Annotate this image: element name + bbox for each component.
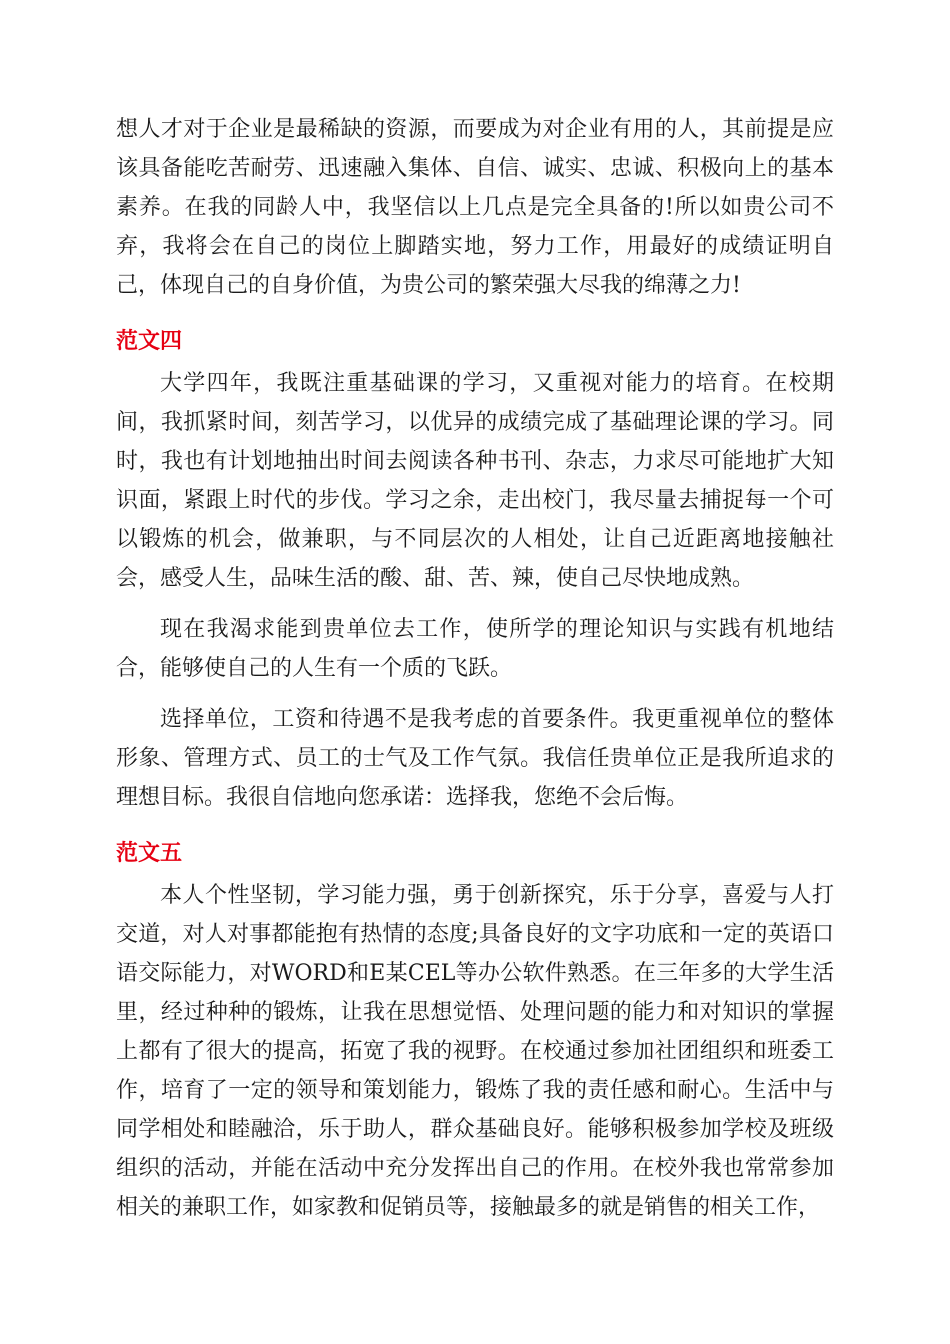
section-heading-four: 范文四 [116, 329, 183, 354]
section-four-paragraph-1: 大学四年，我既注重基础课的学习，又重视对能力的培育。在校期间，我抓紧时间，刻苦学习，以优异的成绩完成了基础理论课的学习。同时，我也有计划地抽出时间去阅读各种书刊、杂志，力求尽可能地扩大知识面，紧跟上时代的步伐。学习之余，走出校门，我尽量去捕捉每一个可以锻炼的机会，做兼职，与不同层次的人相处，让自己近距离地接触社会，感受人生，品味生活的酸、甜、苦、辣，使自己尽快地成熟。 [116, 371, 834, 591]
section-four-paragraph-3: 选择单位，工资和待遇不是我考虑的首要条件。我更重视单位的整体形象、管理方式、员工的士气及工作气氛。我信任贵单位正是我所追求的理想目标。我很自信地向您承诺：选择我，您绝不会后悔。 [116, 707, 834, 810]
section-heading-five: 范文五 [116, 841, 183, 866]
document-body [116, 110, 834, 1227]
section-five-paragraph-1: 本人个性坚韧，学习能力强，勇于创新探究，乐于分享，喜爱与人打交道，对人对事都能抱有热情的态度;具备良好的文字功底和一定的英语口语交际能力，对WORD和E某CEL等办公软件熟悉。在三年多的大学生活里，经过种种的锻炼，让我在思想觉悟、处理问题的能力和对知识的掌握上都有了很大的提高，拓宽了我的视野。在校通过参加社团组织和班委工作，培育了一定的领导和策划能力，锻炼了我的责任感和耐心。生活中与同学相处和睦融洽，乐于助人，群众基础良好。能够积极参加学校及班级组织的活动，并能在活动中充分发挥出自己的作用。在校外我也常常参加相关的兼职工作，如家教和促销员等，接触最多的就是销售的相关工作， [116, 883, 834, 1220]
intro-paragraph: 想人才对于企业是最稀缺的资源，而要成为对企业有用的人，其前提是应该具备能吃苦耐劳、迅速融入集体、自信、诚实、忠诚、积极向上的基本素养。在我的同龄人中，我坚信以上几点是完全具备的!所以如贵公司不弃，我将会在自己的岗位上脚踏实地，努力工作，用最好的成绩证明自己，体现自己的自身价值，为贵公司的繁荣强大尽我的绵薄之力! [116, 117, 834, 298]
section-four-paragraph-2: 现在我渴求能到贵单位去工作，使所学的理论知识与实践有机地结合，能够使自己的人生有一个质的飞跃。 [116, 617, 834, 681]
